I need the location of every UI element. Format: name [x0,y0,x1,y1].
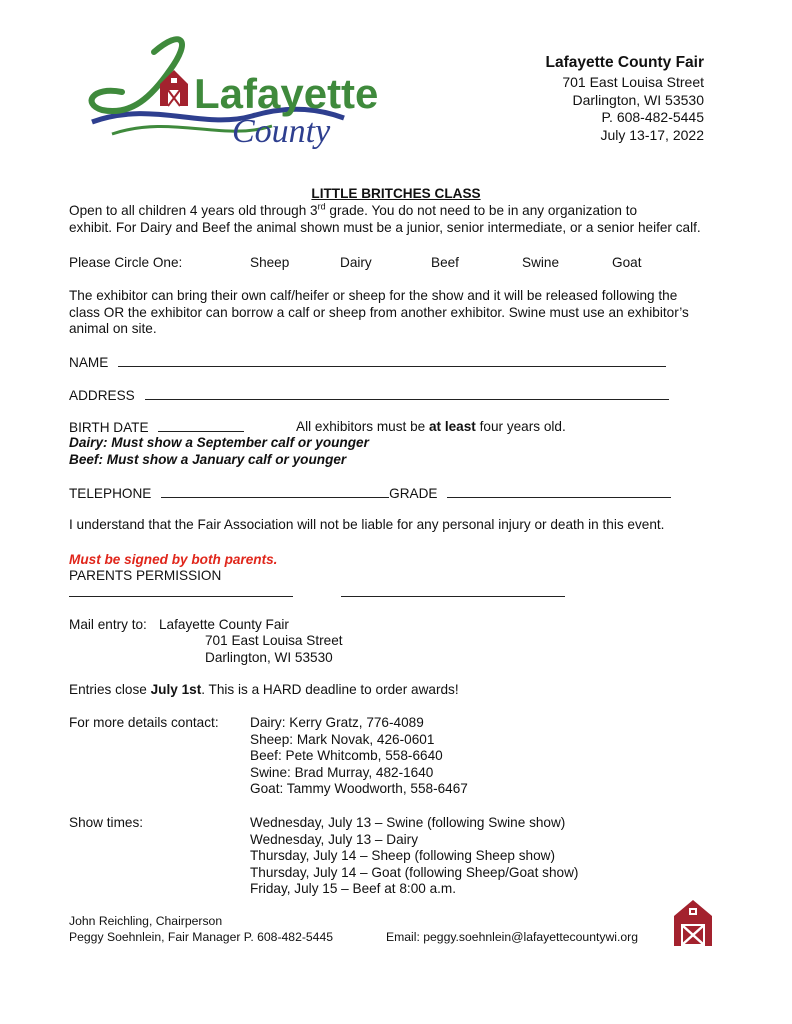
circle-label: Please Circle One: [69,255,183,270]
intro-paragraph: Open to all children 4 years old through 3rd grade. You do not need to be in any organization to exhibit. For Dairy and Beef the animal shown must be a junior, senior intermediate, or a senior heifer calf. [69,201,701,235]
contact-item: Swine: Brad Murray, 482-1640 [250,764,434,780]
address-label: ADDRESS [69,388,135,403]
grade-field[interactable] [447,485,671,498]
show-item: Wednesday, July 13 – Swine (following Swine show) [250,815,566,830]
telephone-field[interactable] [161,485,389,498]
page-title: LITTLE BRITCHES CLASS [311,186,481,201]
fair-dates: July 13-17, 2022 [600,126,704,143]
option-sheep[interactable]: Sheep [250,255,290,270]
contacts-label: For more details contact: [69,715,219,730]
name-row [69,354,666,370]
address-row [69,387,669,403]
must-sign-note: Must be signed by both parents. [69,552,278,567]
contacts-list [250,715,468,798]
logo-text-sub: County [232,113,331,150]
option-swine[interactable]: Swine [522,255,560,270]
contact-item: Beef: Pete Whitcomb, 558-6640 [250,748,443,764]
mail-label: Mail entry to: [69,617,147,632]
dairy-rule: Dairy: Must show a September calf or younger [69,435,369,450]
telephone-label: TELEPHONE [69,486,152,501]
age-note: All exhibitors must be at least four years old. [296,419,566,434]
address-line-2: Darlington, WI 53530 [572,91,704,108]
show-times-list [250,815,578,898]
liability-statement: I understand that the Fair Association will not be liable for any personal injury or death in this event. [69,517,665,532]
telephone-row [69,485,671,501]
birth-date-label: BIRTH DATE [69,420,149,435]
mail-line-3: Darlington, WI 53530 [205,650,333,665]
parents-permission-label: PARENTS PERMISSION [69,568,222,583]
parent-signature-1[interactable] [69,584,293,597]
name-field[interactable] [118,354,666,367]
signature-lines [69,584,565,600]
address-line-1: 701 East Louisa Street [562,74,704,90]
birth-date-field[interactable] [158,419,244,432]
show-item: Friday, July 15 – Beef at 8:00 a.m. [250,881,457,897]
show-item: Thursday, July 14 – Goat (following Sheep/Goat show) [250,864,579,880]
option-beef[interactable]: Beef [431,255,459,270]
footer-chair: John Reichling, Chairperson [69,914,223,928]
show-times-label: Show times: [69,815,144,830]
lafayette-county-logo [82,30,379,160]
address-field[interactable] [145,387,669,400]
show-item: Wednesday, July 13 – Dairy [250,831,418,847]
org-name: Lafayette County Fair [545,54,704,71]
entries-deadline: Entries close July 1st. This is a HARD deadline to order awards! [69,682,459,697]
option-dairy[interactable]: Dairy [340,255,372,270]
grade-label: GRADE [389,486,438,501]
logo-text-main: Lafayette [194,70,379,117]
header-contact [546,52,704,144]
contact-item: Sheep: Mark Novak, 426-0601 [250,731,435,747]
footer-email[interactable]: Email: peggy.soehnlein@lafayettecountywi.org [386,930,638,944]
beef-rule: Beef: Must show a January calf or younger [69,452,347,467]
contact-item: Dairy: Kerry Gratz, 776-4089 [250,715,424,730]
contact-item: Goat: Tammy Woodworth, 558-6467 [250,781,468,797]
name-label: NAME [69,355,109,370]
footer-manager: Peggy Soehnlein, Fair Manager P. 608-482-5445 [69,930,334,944]
option-goat[interactable]: Goat [612,255,642,270]
barn-icon [672,898,714,948]
birth-date-row [69,419,244,435]
exhibitor-note: The exhibitor can bring their own calf/heifer or sheep for the show and it will be released following the class OR the exhibitor can borrow a calf or sheep from another exhibitor. Swine must use an exhibitor’s animal on site. [69,288,689,336]
mail-line-2: 701 East Louisa Street [205,633,343,648]
show-item: Thursday, July 14 – Sheep (following Sheep show) [250,848,556,864]
phone: P. 608-482-5445 [601,109,704,125]
mail-line-1: Lafayette County Fair [159,617,289,632]
parent-signature-2[interactable] [341,584,565,597]
